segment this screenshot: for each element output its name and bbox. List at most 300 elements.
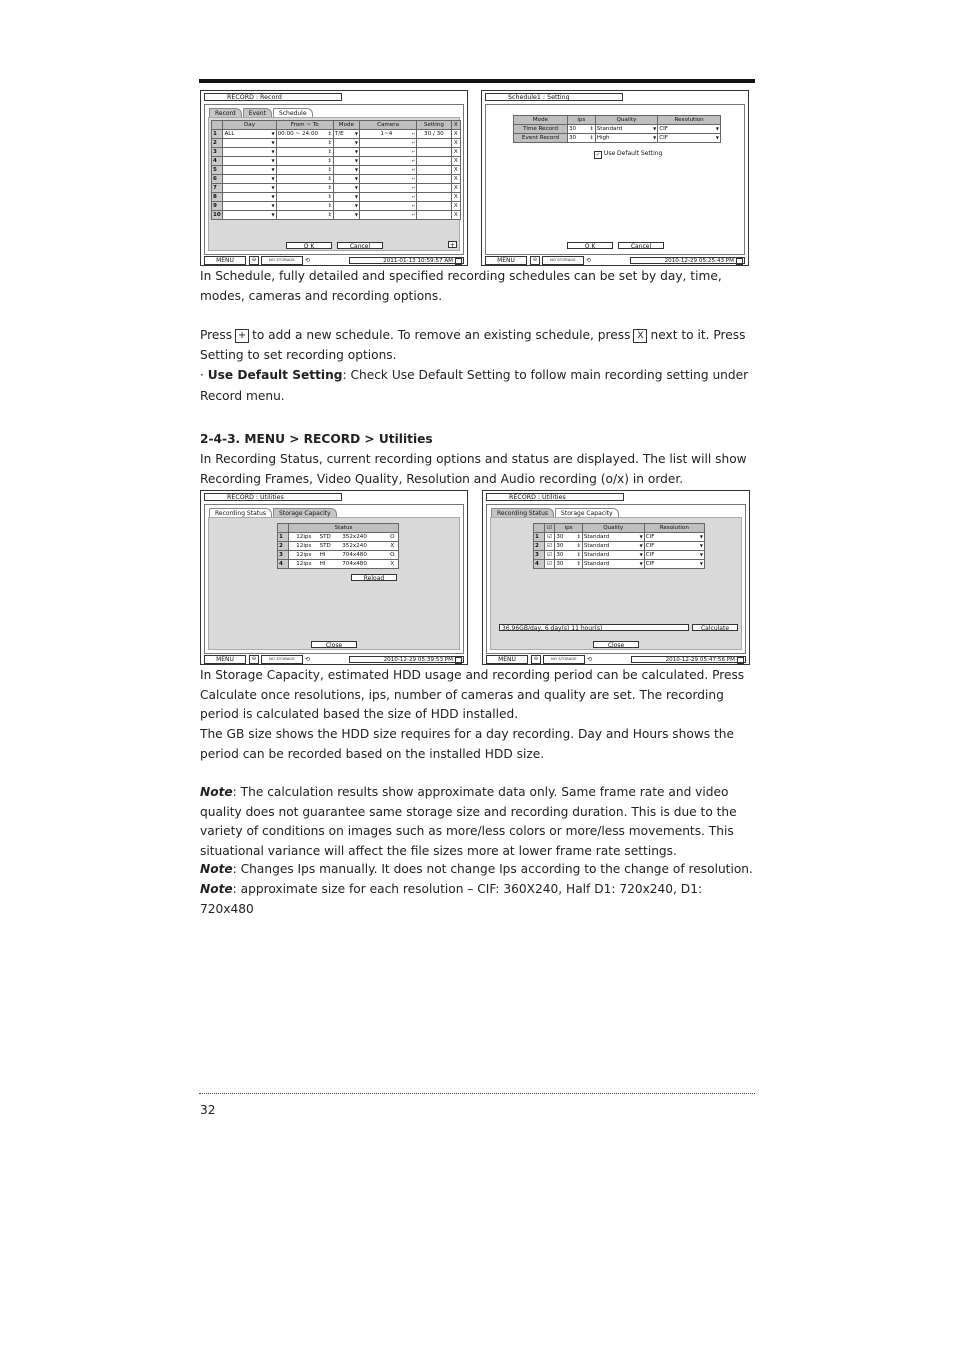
table-row xyxy=(278,551,399,560)
mode-select[interactable] xyxy=(333,202,359,211)
table-row xyxy=(212,157,461,166)
row-number: 4 xyxy=(212,157,223,166)
quality-select[interactable] xyxy=(582,551,644,560)
enter-icon: ↵ xyxy=(411,140,416,145)
row-number: 2 xyxy=(278,542,289,551)
row-checkbox[interactable] xyxy=(544,542,555,551)
camera-field[interactable] xyxy=(359,148,416,157)
quality-value: High xyxy=(596,135,610,141)
note-2-text: : Changes Ips manually. It does not change Ips according to the change of resolution. xyxy=(232,862,753,876)
note-label: Note xyxy=(200,862,233,876)
chevron-down-icon: ▼ xyxy=(271,158,275,163)
setting-button[interactable] xyxy=(417,139,451,148)
resolution-select[interactable] xyxy=(658,134,721,143)
resolution-select[interactable] xyxy=(658,125,721,134)
table-row xyxy=(212,139,461,148)
tab-content xyxy=(208,117,460,251)
ips-value: 30 xyxy=(568,135,577,141)
from-to-field[interactable] xyxy=(276,130,333,139)
spinner-icon: ⇕ xyxy=(327,185,332,191)
clock-value: 2011-01-13 10:59:57 AM xyxy=(383,258,453,264)
setting-button[interactable] xyxy=(417,148,451,157)
enter-icon: ↵ xyxy=(411,131,416,136)
setting-button[interactable] xyxy=(417,202,451,211)
row-checkbox[interactable] xyxy=(544,560,555,569)
audio-value: O xyxy=(387,533,399,542)
quality-select[interactable] xyxy=(582,560,644,569)
from-to-field[interactable] xyxy=(276,148,333,157)
reload-button[interactable]: Reload xyxy=(351,574,397,581)
from-to-field[interactable] xyxy=(276,139,333,148)
setting-button[interactable] xyxy=(417,184,451,193)
clock-value: 2010-12-29 05:39:53 PM xyxy=(383,657,453,663)
chevron-down-icon: ▼ xyxy=(271,149,275,154)
quality-select[interactable] xyxy=(582,542,644,551)
camera-header: Camera xyxy=(359,121,416,130)
add-schedule-button[interactable]: + xyxy=(449,242,456,249)
storage-status: NO STORAGE xyxy=(542,256,584,265)
setting-button[interactable] xyxy=(417,130,451,139)
table-row xyxy=(514,134,721,143)
quality-value: Standard xyxy=(596,126,623,132)
ips-field[interactable] xyxy=(555,533,582,542)
tab-schedule[interactable]: Schedule xyxy=(273,108,313,118)
remove-button[interactable]: X xyxy=(451,130,460,139)
quality-value: Standard xyxy=(583,543,610,549)
camera-field[interactable] xyxy=(359,193,416,202)
quality-value: STD xyxy=(319,542,342,551)
remove-button[interactable]: X xyxy=(451,202,460,211)
day-select[interactable] xyxy=(223,211,276,220)
enter-icon: ↵ xyxy=(411,149,416,154)
remove-button[interactable]: X xyxy=(451,166,460,175)
schedule-setting-table xyxy=(513,115,721,143)
spinner-icon: ⇕ xyxy=(576,561,581,567)
use-default-setting[interactable] xyxy=(594,150,662,159)
row-number: 2 xyxy=(212,139,223,148)
resolution-value: 704x480 xyxy=(341,560,386,569)
status-header: Status xyxy=(289,524,399,533)
ips-value: 12ips xyxy=(289,551,319,560)
checkbox-checked-icon: ☑ xyxy=(547,534,553,540)
day-select[interactable] xyxy=(223,175,276,184)
from-to-field[interactable] xyxy=(276,175,333,184)
note-2 xyxy=(200,860,756,880)
note-3-text: : approximate size for each resolution – CIF: 360X240, Half D1: 720x240, D1: 720x480 xyxy=(200,882,703,916)
chevron-down-icon: ▼ xyxy=(639,552,643,557)
storage-status: NO STORAGE xyxy=(261,655,303,664)
clock xyxy=(349,656,464,663)
setting-button[interactable] xyxy=(417,193,451,202)
screen-title: RECORD : Record xyxy=(204,93,342,101)
remove-button[interactable]: X xyxy=(451,139,460,148)
spinner-icon: ⇕ xyxy=(576,534,581,540)
tab-bar xyxy=(209,508,338,517)
row-checkbox[interactable] xyxy=(544,551,555,560)
camera-field[interactable] xyxy=(359,139,416,148)
ips-field[interactable] xyxy=(555,542,582,551)
capacity-table xyxy=(533,523,705,569)
status-bar xyxy=(486,655,746,664)
row-number: 10 xyxy=(212,211,223,220)
row-number: 3 xyxy=(278,551,289,560)
storage-status: NO STORAGE xyxy=(543,655,585,664)
day-select[interactable] xyxy=(223,139,276,148)
status-icons xyxy=(586,257,628,264)
row-number: 1 xyxy=(278,533,289,542)
spinner-icon: ⇕ xyxy=(327,167,332,173)
tab-storage-capacity[interactable]: Storage Capacity xyxy=(555,508,619,518)
note-label: Note xyxy=(200,785,233,799)
num-header xyxy=(278,524,289,533)
capacity-result: 36.96GB/day, 6 day(s) 11 hour(s) xyxy=(499,624,689,631)
chevron-down-icon: ▼ xyxy=(653,135,657,140)
status-icons xyxy=(305,257,347,264)
bullet: · xyxy=(200,368,204,382)
remove-header: X xyxy=(451,121,460,130)
day-select[interactable] xyxy=(223,157,276,166)
quality-header: Quality xyxy=(582,524,644,533)
refresh-icon: ⟲ xyxy=(305,656,311,663)
resolution-value: CIF xyxy=(659,126,668,132)
camera-field[interactable] xyxy=(359,130,416,139)
table-row xyxy=(212,175,461,184)
ok-button[interactable]: O K xyxy=(286,242,332,249)
table-row xyxy=(212,148,461,157)
row-number: 6 xyxy=(212,175,223,184)
close-button[interactable]: Close xyxy=(311,641,357,648)
audio-value: X xyxy=(387,560,399,569)
footer-divider xyxy=(199,1093,755,1094)
audio-value: X xyxy=(387,542,399,551)
setting-button[interactable] xyxy=(417,166,451,175)
note-3 xyxy=(200,880,756,919)
tab-recording-status[interactable]: Recording Status xyxy=(491,508,554,518)
num-header xyxy=(534,524,545,533)
mode-select[interactable] xyxy=(333,157,359,166)
remove-button[interactable]: X xyxy=(451,157,460,166)
chevron-down-icon: ▼ xyxy=(354,194,358,199)
row-number: 4 xyxy=(534,560,545,569)
chevron-down-icon: ▼ xyxy=(271,176,275,181)
clock xyxy=(631,656,746,663)
note-1 xyxy=(200,783,756,861)
table-row xyxy=(514,125,721,134)
table-row xyxy=(212,202,461,211)
table-header xyxy=(514,116,721,125)
page-number: 32 xyxy=(200,1103,216,1117)
from-to-header: From ~ To xyxy=(276,121,333,130)
day-select[interactable] xyxy=(223,193,276,202)
chevron-down-icon: ▼ xyxy=(271,140,275,145)
spinner-icon: ⇕ xyxy=(327,158,332,164)
refresh-icon: ⟲ xyxy=(305,257,311,264)
chevron-down-icon: ▼ xyxy=(271,212,275,217)
spinner-icon: ⇕ xyxy=(576,552,581,558)
ok-button[interactable]: O K xyxy=(567,242,613,249)
tab-record[interactable]: Record xyxy=(209,108,242,118)
quality-value: STD xyxy=(319,533,342,542)
enter-icon: ↵ xyxy=(411,212,416,217)
day-select[interactable] xyxy=(223,202,276,211)
setting-header: Setting xyxy=(417,121,451,130)
chevron-down-icon: ▼ xyxy=(271,194,275,199)
setting-button[interactable] xyxy=(417,211,451,220)
row-number: 3 xyxy=(212,148,223,157)
status-bar xyxy=(204,256,464,265)
menu-button[interactable]: MENU xyxy=(204,655,246,664)
chevron-down-icon: ▼ xyxy=(699,561,703,566)
spinner-icon: ⇕ xyxy=(327,131,332,137)
checkbox-checked-icon[interactable]: ✓ xyxy=(595,152,601,158)
quality-select[interactable] xyxy=(582,533,644,542)
table-header xyxy=(212,121,461,130)
paragraph-storage-capacity: In Storage Capacity, estimated HDD usage and recording period can be calculated. Press Calculate once resolutions, ips, number of cameras and quality are set. The recording period is calculated based the size of HDD installed. xyxy=(200,668,745,721)
from-to-field[interactable] xyxy=(276,166,333,175)
calculate-button[interactable]: Calculate xyxy=(692,624,738,631)
resolution-select[interactable] xyxy=(644,542,704,551)
storage-capacity-screen xyxy=(482,490,750,665)
menu-button[interactable]: MENU xyxy=(204,256,246,265)
from-to-field[interactable] xyxy=(276,184,333,193)
ips-value: 30 xyxy=(568,126,577,132)
enter-icon: ↵ xyxy=(411,158,416,163)
table-header xyxy=(278,524,399,533)
chevron-down-icon: ▼ xyxy=(699,534,703,539)
mode-select[interactable] xyxy=(333,166,359,175)
select-all-header[interactable] xyxy=(544,524,555,533)
remove-button[interactable]: X xyxy=(451,148,460,157)
checkbox-checked-icon: ☑ xyxy=(547,561,553,567)
chevron-down-icon: ▼ xyxy=(354,149,358,154)
chevron-down-icon: ▼ xyxy=(639,561,643,566)
day-select[interactable] xyxy=(223,184,276,193)
row-checkbox[interactable] xyxy=(544,533,555,542)
resolution-header: Resolution xyxy=(644,524,704,533)
schedule-setting-screen xyxy=(481,90,749,266)
ips-field[interactable] xyxy=(555,560,582,569)
enter-icon: ↵ xyxy=(411,185,416,190)
ips-field[interactable] xyxy=(555,551,582,560)
from-to-field[interactable] xyxy=(276,211,333,220)
default-setting-term: Use Default Setting xyxy=(207,368,343,382)
mode-label: Time Record xyxy=(514,125,568,134)
chevron-down-icon: ▼ xyxy=(271,185,275,190)
top-rule xyxy=(199,79,755,83)
resolution-value: 352x240 xyxy=(341,533,386,542)
table-row xyxy=(278,560,399,569)
from-to-field[interactable] xyxy=(276,157,333,166)
quality-select[interactable] xyxy=(595,134,657,143)
chevron-down-icon: ▼ xyxy=(354,167,358,172)
chevron-down-icon: ▼ xyxy=(354,131,358,136)
chevron-down-icon: ▼ xyxy=(354,176,358,181)
resolution-value: CIF xyxy=(645,561,655,567)
paragraph-press xyxy=(200,326,756,365)
day-select[interactable] xyxy=(223,148,276,157)
chevron-down-icon: ▼ xyxy=(354,203,358,208)
camera-field[interactable] xyxy=(359,166,416,175)
screen-title: Schedule1 : Setting xyxy=(485,93,623,101)
resolution-header: Resolution xyxy=(658,116,721,125)
lock-icon xyxy=(737,657,744,664)
chevron-down-icon: ▼ xyxy=(653,126,657,131)
quality-select[interactable] xyxy=(595,125,657,134)
screen-title: RECORD : Utilities xyxy=(486,493,624,501)
lock-icon xyxy=(455,657,462,664)
tab-recording-status[interactable]: Recording Status xyxy=(209,508,272,518)
chevron-down-icon: ▼ xyxy=(271,203,275,208)
day-header: Day xyxy=(223,121,276,130)
recording-status-screen xyxy=(200,490,468,665)
row-number: 1 xyxy=(212,130,223,139)
tab-event[interactable]: Event xyxy=(243,108,272,118)
checkbox-checked-icon: ☑ xyxy=(547,552,553,558)
mode-select[interactable] xyxy=(333,130,359,139)
paragraph-gb-size: The GB size shows the HDD size requires for a day recording. Day and Hours shows the period can be recorded based on the installed HDD size. xyxy=(200,727,735,761)
chevron-down-icon: ▼ xyxy=(271,167,275,172)
resolution-value: CIF xyxy=(645,552,655,558)
checkbox-checked-icon[interactable]: ☑ xyxy=(547,525,553,531)
audio-value: O xyxy=(387,551,399,560)
mode-select[interactable] xyxy=(333,139,359,148)
setting-value: 30 / 30 xyxy=(424,131,444,137)
camera-field[interactable] xyxy=(359,211,416,220)
chevron-down-icon: ▼ xyxy=(715,126,719,131)
spinner-icon: ⇕ xyxy=(327,212,332,218)
status-bar xyxy=(485,256,745,265)
from-to-field[interactable] xyxy=(276,202,333,211)
hdd-icon: ⊖ xyxy=(531,655,541,664)
row-number: 4 xyxy=(278,560,289,569)
clock xyxy=(630,257,745,264)
chevron-down-icon: ▼ xyxy=(699,543,703,548)
mode-value: T/E xyxy=(334,131,344,137)
quality-value: HI xyxy=(319,551,342,560)
note-1-text: : The calculation results show approximate data only. Same frame rate and video quality does not guarantee same storage size and recording duration. This is due to the variety of conditions on images such as more/less colors or more/less movements. This situational variance will affect the file sizes more at lower frame rate settings. xyxy=(200,785,737,858)
close-button[interactable]: Close xyxy=(593,641,639,648)
table-row xyxy=(534,533,705,542)
screen-panel xyxy=(485,104,745,255)
ips-value: 30 xyxy=(556,543,564,549)
status-icons xyxy=(305,656,347,663)
camera-field[interactable] xyxy=(359,202,416,211)
from-to-field[interactable] xyxy=(276,193,333,202)
ips-value: 12ips xyxy=(289,560,319,569)
ips-value: 30 xyxy=(556,552,564,558)
mode-select[interactable] xyxy=(333,184,359,193)
menu-button[interactable]: MENU xyxy=(485,256,527,265)
screen-panel xyxy=(486,504,746,654)
spinner-icon: ⇕ xyxy=(327,203,332,209)
spinner-icon: ⇕ xyxy=(327,176,332,182)
ips-header: ips xyxy=(567,116,595,125)
mode-select[interactable] xyxy=(333,193,359,202)
table-row xyxy=(534,551,705,560)
paragraph-recording-status: In Recording Status, current recording options and status are displayed. The list will show Recording Frames, Video Quality, Resolution and Audio recording (o/x) in order. xyxy=(200,452,747,486)
mode-select[interactable] xyxy=(333,148,359,157)
camera-field[interactable] xyxy=(359,157,416,166)
ips-value: 30 xyxy=(556,561,564,567)
tab-content xyxy=(490,517,742,650)
enter-icon: ↵ xyxy=(411,203,416,208)
table-header xyxy=(534,524,705,533)
remove-button[interactable]: X xyxy=(451,184,460,193)
default-setting-desc: : Check Use Default Setting to follow main recording setting under Record menu. xyxy=(200,368,749,403)
press-text: Press xyxy=(200,328,233,342)
row-number: 3 xyxy=(534,551,545,560)
chevron-down-icon: ▼ xyxy=(354,185,358,190)
remove-button[interactable]: X xyxy=(451,211,460,220)
row-number: 7 xyxy=(212,184,223,193)
ips-header: ips xyxy=(555,524,582,533)
screen-panel xyxy=(204,104,464,255)
tab-bar xyxy=(209,108,314,117)
cancel-button[interactable]: Cancel xyxy=(618,242,664,249)
mode-label: Event Record xyxy=(514,134,568,143)
resolution-value: 352x240 xyxy=(341,542,386,551)
screen-panel xyxy=(204,504,464,654)
quality-value: Standard xyxy=(583,534,610,540)
chevron-down-icon: ▼ xyxy=(354,212,358,217)
hdd-icon: ⊖ xyxy=(530,256,540,265)
enter-icon: ↵ xyxy=(411,176,416,181)
quality-value: HI xyxy=(319,560,342,569)
next-text: next to it. Press Setting to set recording options. xyxy=(200,328,746,362)
resolution-select[interactable] xyxy=(644,560,704,569)
ips-field[interactable] xyxy=(567,134,595,143)
camera-value: 1~4 xyxy=(380,131,393,137)
screen-title: RECORD : Utilities xyxy=(204,493,342,501)
status-bar xyxy=(204,655,464,664)
tab-storage-capacity[interactable]: Storage Capacity xyxy=(273,508,337,518)
camera-field[interactable] xyxy=(359,184,416,193)
table-row xyxy=(212,193,461,202)
mode-select[interactable] xyxy=(333,175,359,184)
camera-field[interactable] xyxy=(359,175,416,184)
table-row xyxy=(534,542,705,551)
storage-status: NO STORAGE xyxy=(261,256,303,265)
status-icons xyxy=(587,656,629,663)
day-select[interactable] xyxy=(223,130,276,139)
spinner-icon: ⇕ xyxy=(327,149,332,155)
spinner-icon: ⇕ xyxy=(589,135,594,141)
cancel-button[interactable]: Cancel xyxy=(337,242,383,249)
resolution-select[interactable] xyxy=(644,533,704,542)
setting-button[interactable] xyxy=(417,157,451,166)
schedule-table xyxy=(211,120,461,220)
lock-icon xyxy=(736,258,743,265)
mode-header: Mode xyxy=(333,121,359,130)
clock-value: 2010-12-29 05:25:43 PM xyxy=(664,258,734,264)
remove-button[interactable]: X xyxy=(451,175,460,184)
resolution-value: CIF xyxy=(659,135,668,141)
status-table xyxy=(277,523,399,569)
day-select[interactable] xyxy=(223,166,276,175)
menu-button[interactable]: MENU xyxy=(486,655,528,664)
resolution-select[interactable] xyxy=(644,551,704,560)
remove-button[interactable]: X xyxy=(451,193,460,202)
ips-field[interactable] xyxy=(567,125,595,134)
refresh-icon: ⟲ xyxy=(587,656,593,663)
table-row xyxy=(212,184,461,193)
enter-icon: ↵ xyxy=(411,167,416,172)
num-header xyxy=(212,121,223,130)
table-row xyxy=(212,211,461,220)
mode-select[interactable] xyxy=(333,211,359,220)
setting-button[interactable] xyxy=(417,175,451,184)
enter-icon: ↵ xyxy=(411,194,416,199)
